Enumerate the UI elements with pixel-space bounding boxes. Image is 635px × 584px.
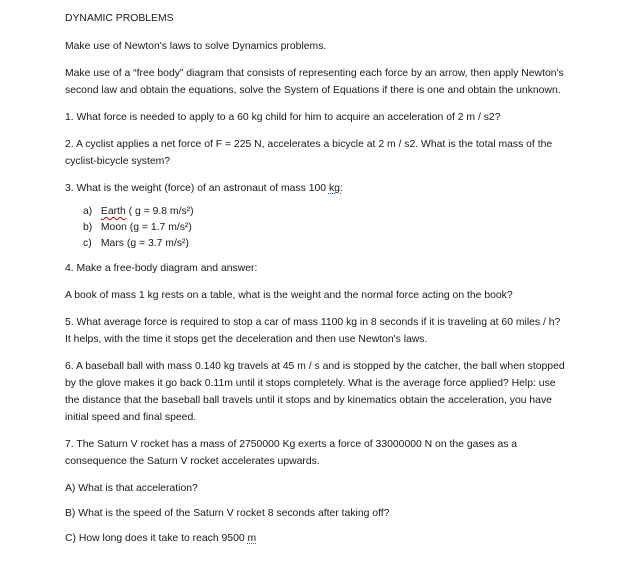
document-title: DYNAMIC PROBLEMS (65, 13, 174, 24)
question-3 (65, 180, 567, 197)
list-item (83, 220, 567, 236)
list-item-label: c) (83, 238, 92, 249)
question-3-text: 3. What is the weight (force) of an astronaut of mass 100 (65, 183, 329, 194)
question-4: 4. Make a free-body diagram and answer: (65, 263, 258, 274)
list-item (83, 236, 567, 252)
intro-paragraph: Make use of Newton's laws to solve Dynamics problems. (65, 41, 327, 52)
list-item-value: (g = 1.7 m/s²) (126, 222, 192, 233)
list-item-name: Moon (100, 222, 127, 233)
list-item-label: a) (83, 206, 93, 217)
list-item-label: b) (83, 222, 93, 233)
question-7-c-text: C) How long does it take to reach 9500 (65, 533, 248, 544)
instructions-paragraph: Make use of a “free body” diagram that consists of representing each force by an arrow, then apply Newton's second law and obtain the equations, solve the System of Equations if there is one and obtain the unknown. (65, 68, 564, 96)
question-7: 7. The Saturn V rocket has a mass of 2750000 Kg exerts a force of 33000000 N on the gases as a consequence the Saturn V rocket accelerates upwards. (65, 439, 518, 467)
list-item (83, 204, 567, 220)
document-page (65, 10, 567, 555)
question-1: 1. What force is needed to apply to a 60 kg child for him to acquire an acceleration of 2 m / s2? (65, 112, 501, 123)
question-3-unit: kg: (328, 183, 343, 194)
question-7-c (65, 530, 567, 547)
list-item-name: Earth (100, 206, 126, 217)
list-item-value: (g = 3.7 m/s²) (123, 238, 189, 249)
list-item-name: Mars (100, 238, 124, 249)
planet-list (83, 204, 567, 252)
question-2: 2. A cyclist applies a net force of F = 225 N, accelerates a bicycle at 2 m / s2. What is the total mass of the cyclist-bicycle system? (65, 139, 553, 167)
question-5: 5. What average force is required to stop a car of mass 1100 kg in 8 seconds if it is traveling at 60 miles / h? It helps, with the time it stops get the deceleration and then use Newton's laws. (65, 317, 561, 345)
question-6: 6. A baseball ball with mass 0.140 kg travels at 45 m / s and is stopped by the catcher, the ball when stopped by the glove makes it go back 0.11m until it stops completely. What is the average force applied? Help: use the distance that the baseball ball travels until it stops and by kinematics obtain the acceleration, you have initial speed and final speed. (65, 361, 565, 423)
list-item-value: ( g = 9.8 m/s²) (125, 206, 194, 217)
question-7-b: B) What is the speed of the Saturn V rocket 8 seconds after taking off? (65, 508, 390, 519)
question-4-text: A book of mass 1 kg rests on a table, what is the weight and the normal force acting on the book? (65, 290, 513, 301)
question-7-a: A) What is that acceleration? (65, 483, 198, 494)
question-7-c-unit: m (247, 533, 257, 544)
